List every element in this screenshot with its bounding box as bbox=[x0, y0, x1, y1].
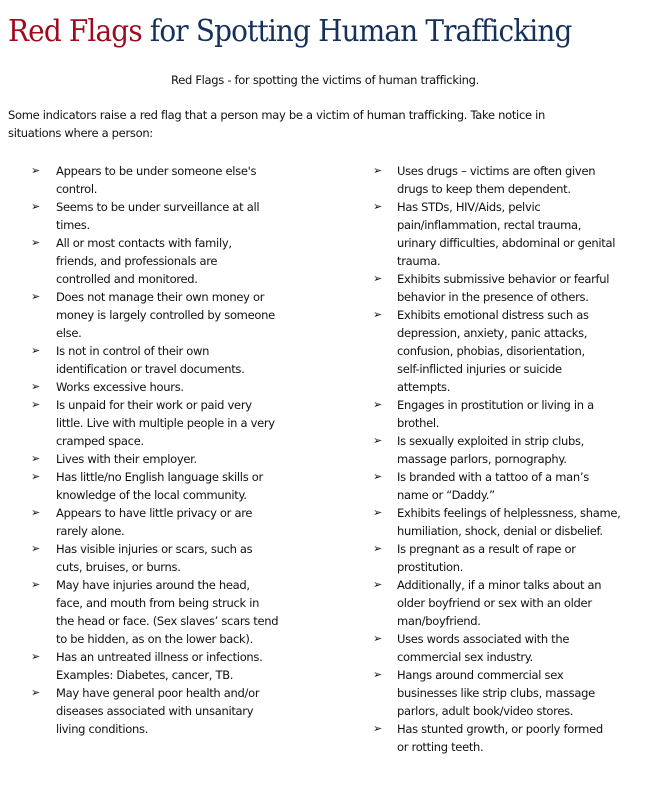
list-item-line: Uses words associated with the bbox=[397, 632, 570, 646]
list-item-line: Works excessive hours. bbox=[56, 380, 184, 394]
intro-paragraph bbox=[8, 106, 628, 142]
list-item-text bbox=[397, 396, 650, 432]
list-item-line: knowledge of the local community. bbox=[56, 488, 247, 502]
list-item-line: Has an untreated illness or infections. bbox=[56, 650, 263, 664]
list-item-line: confusion, phobias, disorientation, bbox=[397, 344, 585, 358]
subtitle: Red Flags - for spotting the victims of human trafficking. bbox=[171, 73, 479, 87]
list-item-line: prostitution. bbox=[397, 560, 464, 574]
list-item-text bbox=[56, 234, 340, 288]
arrowhead-bullet-icon: ➢ bbox=[31, 164, 41, 177]
list-item-text bbox=[56, 288, 340, 342]
list-item-line: cramped space. bbox=[56, 434, 144, 448]
intro-line: Some indicators raise a red flag that a person may be a victim of human trafficking. Take notice in bbox=[8, 108, 545, 122]
list-item bbox=[0, 234, 340, 288]
list-item bbox=[0, 576, 340, 648]
list-item bbox=[340, 396, 650, 432]
list-item-text bbox=[56, 684, 340, 738]
list-item-line: controlled and monitored. bbox=[56, 272, 198, 286]
list-item-line: Exhibits emotional distress such as bbox=[397, 308, 589, 322]
arrowhead-bullet-icon: ➢ bbox=[31, 578, 41, 591]
list-item-line: urinary difficulties, abdominal or genital bbox=[397, 236, 616, 250]
list-item-line: Exhibits submissive behavior or fearful bbox=[397, 272, 610, 286]
list-item-line: Is sexually exploited in strip clubs, bbox=[397, 434, 585, 448]
list-item bbox=[0, 684, 340, 738]
list-item-text bbox=[56, 468, 340, 504]
arrowhead-bullet-icon: ➢ bbox=[31, 452, 41, 465]
list-item-line: man/boyfriend. bbox=[397, 614, 481, 628]
list-item bbox=[0, 396, 340, 450]
list-item-line: Hangs around commercial sex bbox=[397, 668, 564, 682]
list-item-text bbox=[397, 198, 650, 270]
arrowhead-bullet-icon: ➢ bbox=[31, 650, 41, 663]
list-item-line: depression, anxiety, panic attacks, bbox=[397, 326, 588, 340]
arrowhead-bullet-icon: ➢ bbox=[31, 470, 41, 483]
list-item-line: May have injuries around the head, bbox=[56, 578, 250, 592]
list-item-line: Additionally, if a minor talks about an bbox=[397, 578, 602, 592]
list-item-line: self-inflicted injuries or suicide bbox=[397, 362, 562, 376]
arrowhead-bullet-icon: ➢ bbox=[373, 668, 383, 681]
list-item-line: or rotting teeth. bbox=[397, 740, 484, 754]
list-item bbox=[340, 630, 650, 666]
list-item bbox=[340, 270, 650, 306]
title-blue-part: for Spotting Human Trafficking bbox=[141, 14, 572, 49]
list-item-line: else. bbox=[56, 326, 82, 340]
arrowhead-bullet-icon: ➢ bbox=[373, 272, 383, 285]
list-item bbox=[340, 666, 650, 720]
list-item-line: Appears to be under someone else's bbox=[56, 164, 257, 178]
list-item-line: commercial sex industry. bbox=[397, 650, 533, 664]
list-item-text bbox=[56, 540, 340, 576]
list-item-line: Has STDs, HIV/Aids, pelvic bbox=[397, 200, 541, 214]
list-item-line: Has visible injuries or scars, such as bbox=[56, 542, 253, 556]
list-item-text bbox=[56, 342, 340, 378]
list-item-line: cuts, bruises, or burns. bbox=[56, 560, 181, 574]
list-item-text bbox=[56, 378, 340, 396]
list-item-line: massage parlors, pornography. bbox=[397, 452, 567, 466]
list-item-line: friends, and professionals are bbox=[56, 254, 218, 268]
list-item-line: businesses like strip clubs, massage bbox=[397, 686, 595, 700]
list-item-line: to be hidden, as on the lower back). bbox=[56, 632, 253, 646]
list-item-text bbox=[397, 504, 650, 540]
arrowhead-bullet-icon: ➢ bbox=[373, 434, 383, 447]
list-item-line: Uses drugs – victims are often given bbox=[397, 164, 596, 178]
list-item-line: Lives with their employer. bbox=[56, 452, 197, 466]
list-item-text bbox=[397, 306, 650, 396]
arrowhead-bullet-icon: ➢ bbox=[373, 506, 383, 519]
arrowhead-bullet-icon: ➢ bbox=[373, 200, 383, 213]
list-item bbox=[0, 648, 340, 684]
list-item bbox=[340, 576, 650, 630]
arrowhead-bullet-icon: ➢ bbox=[31, 344, 41, 357]
list-item-text bbox=[56, 162, 340, 198]
list-item-text bbox=[56, 450, 340, 468]
list-item bbox=[340, 504, 650, 540]
list-item bbox=[340, 306, 650, 396]
list-item-line: living conditions. bbox=[56, 722, 149, 736]
list-item-line: the head or face. (Sex slaves’ scars tend bbox=[56, 614, 279, 628]
list-item bbox=[0, 504, 340, 540]
list-item bbox=[0, 288, 340, 342]
list-item-line: little. Live with multiple people in a very bbox=[56, 416, 275, 430]
arrowhead-bullet-icon: ➢ bbox=[31, 380, 41, 393]
page-title bbox=[8, 10, 572, 54]
list-item bbox=[340, 432, 650, 468]
list-item-line: parlors, adult book/video stores. bbox=[397, 704, 574, 718]
list-item bbox=[340, 198, 650, 270]
list-item bbox=[0, 162, 340, 198]
list-item-text bbox=[397, 630, 650, 666]
list-item bbox=[0, 450, 340, 468]
list-item-text bbox=[397, 270, 650, 306]
arrowhead-bullet-icon: ➢ bbox=[31, 236, 41, 249]
list-item-line: humiliation, shock, denial or disbelief. bbox=[397, 524, 603, 538]
list-item-line: money is largely controlled by someone bbox=[56, 308, 275, 322]
list-item-line: Engages in prostitution or living in a bbox=[397, 398, 594, 412]
list-item-line: diseases associated with unsanitary bbox=[56, 704, 254, 718]
list-item-line: All or most contacts with family, bbox=[56, 236, 232, 250]
list-item-line: May have general poor health and/or bbox=[56, 686, 260, 700]
list-item-line: attempts. bbox=[397, 380, 451, 394]
intro-line: situations where a person: bbox=[8, 126, 153, 140]
list-item-line: Exhibits feelings of helplessness, shame, bbox=[397, 506, 621, 520]
arrowhead-bullet-icon: ➢ bbox=[31, 290, 41, 303]
list-item-line: times. bbox=[56, 218, 90, 232]
arrowhead-bullet-icon: ➢ bbox=[373, 542, 383, 555]
list-item bbox=[0, 198, 340, 234]
list-item-text bbox=[56, 504, 340, 540]
list-item-text bbox=[397, 468, 650, 504]
list-item-text bbox=[397, 720, 650, 756]
list-item bbox=[340, 468, 650, 504]
arrowhead-bullet-icon: ➢ bbox=[373, 164, 383, 177]
list-item-line: pain/inflammation, rectal trauma, bbox=[397, 218, 582, 232]
list-item-text bbox=[56, 576, 340, 648]
list-item-text bbox=[56, 198, 340, 234]
list-item-line: Appears to have little privacy or are bbox=[56, 506, 253, 520]
arrowhead-bullet-icon: ➢ bbox=[373, 632, 383, 645]
list-item-line: Does not manage their own money or bbox=[56, 290, 265, 304]
arrowhead-bullet-icon: ➢ bbox=[373, 578, 383, 591]
list-item-text bbox=[56, 648, 340, 684]
list-item-line: behavior in the presence of others. bbox=[397, 290, 589, 304]
arrowhead-bullet-icon: ➢ bbox=[31, 542, 41, 555]
list-item-text bbox=[56, 396, 340, 450]
list-item-line: Has little/no English language skills or bbox=[56, 470, 263, 484]
list-item-text bbox=[397, 162, 650, 198]
list-item-line: Seems to be under surveillance at all bbox=[56, 200, 260, 214]
list-item-line: Is not in control of their own bbox=[56, 344, 210, 358]
list-item-line: Is pregnant as a result of rape or bbox=[397, 542, 576, 556]
list-item bbox=[0, 342, 340, 378]
arrowhead-bullet-icon: ➢ bbox=[31, 686, 41, 699]
arrowhead-bullet-icon: ➢ bbox=[31, 506, 41, 519]
list-item bbox=[340, 162, 650, 198]
list-item-line: rarely alone. bbox=[56, 524, 125, 538]
list-item-line: drugs to keep them dependent. bbox=[397, 182, 571, 196]
arrowhead-bullet-icon: ➢ bbox=[31, 200, 41, 213]
arrowhead-bullet-icon: ➢ bbox=[373, 722, 383, 735]
left-column-list bbox=[0, 162, 340, 738]
list-item bbox=[0, 468, 340, 504]
list-item-line: identification or travel documents. bbox=[56, 362, 245, 376]
list-item-text bbox=[397, 666, 650, 720]
arrowhead-bullet-icon: ➢ bbox=[373, 308, 383, 321]
list-item-text bbox=[397, 432, 650, 468]
list-item-text bbox=[397, 576, 650, 630]
list-item-line: trauma. bbox=[397, 254, 441, 268]
list-item-line: Is unpaid for their work or paid very bbox=[56, 398, 252, 412]
arrowhead-bullet-icon: ➢ bbox=[31, 398, 41, 411]
list-item-line: name or “Daddy.” bbox=[397, 488, 495, 502]
right-column-list bbox=[340, 162, 650, 756]
list-item-line: control. bbox=[56, 182, 98, 196]
list-item bbox=[340, 540, 650, 576]
list-item-line: Is branded with a tattoo of a man’s bbox=[397, 470, 589, 484]
list-item-line: older boyfriend or sex with an older bbox=[397, 596, 592, 610]
list-item bbox=[0, 540, 340, 576]
list-item bbox=[0, 378, 340, 396]
title-red-part: Red Flags bbox=[8, 14, 142, 49]
list-item-line: brothel. bbox=[397, 416, 440, 430]
list-item-line: Has stunted growth, or poorly formed bbox=[397, 722, 603, 736]
arrowhead-bullet-icon: ➢ bbox=[373, 470, 383, 483]
list-item bbox=[340, 720, 650, 756]
list-item-line: Examples: Diabetes, cancer, TB. bbox=[56, 668, 234, 682]
arrowhead-bullet-icon: ➢ bbox=[373, 398, 383, 411]
list-item-line: face, and mouth from being struck in bbox=[56, 596, 260, 610]
list-item-text bbox=[397, 540, 650, 576]
